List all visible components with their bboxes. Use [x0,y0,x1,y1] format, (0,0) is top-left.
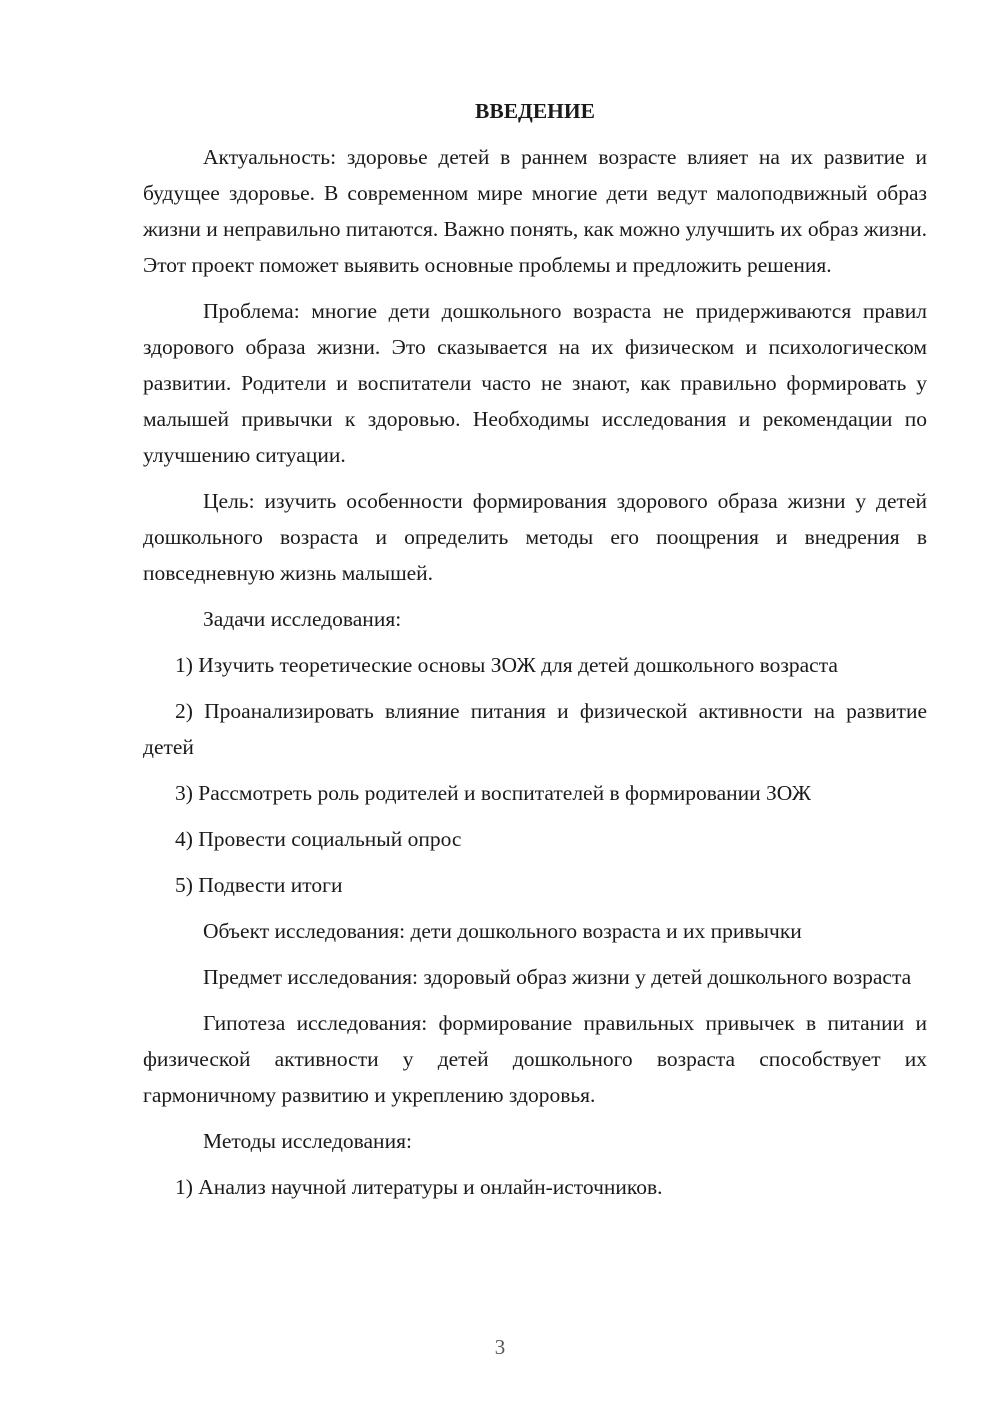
paragraph-problem: Проблема: многие дети дошкольного возраста не придерживаются правил здорового образа жизни. Это сказывается на их физическом и психологическом развитии. Родители и воспитатели часто не знают, как правильно формировать у малышей привычки к здоровью. Необходимы исследования и рекомендации по улучшению ситуации. [143,299,927,467]
paragraph-actuality: Актуальность: здоровье детей в раннем возрасте влияет на их развитие и будущее здоровье. В современном мире многие дети ведут малоподвижный образ жизни и неправильно питаются. Важно понять, как можно улучшить их образ жизни. Этот проект поможет выявить основные проблемы и предложить решения. [143,145,927,277]
page-number: 3 [494,1335,506,1359]
methods-title: Методы исследования: [203,1129,412,1153]
paragraph-subject: Предмет исследования: здоровый образ жизни у детей дошкольного возраста [203,965,912,989]
task-item-1: 1) Изучить теоретические основы ЗОЖ для детей дошкольного возраста [175,653,838,677]
document-page [143,93,927,1215]
paragraph-goal: Цель: изучить особенности формирования здорового образа жизни у детей дошкольного возраста и определить методы его поощрения и внедрения в повседневную жизнь малышей. [143,489,927,585]
task-item-3: 3) Рассмотреть роль родителей и воспитателей в формировании ЗОЖ [175,781,812,805]
tasks-title: Задачи исследования: [203,607,402,631]
paragraph-object: Объект исследования: дети дошкольного возраста и их привычки [203,919,802,943]
task-item-4: 4) Провести социальный опрос [175,827,462,851]
task-item-5: 5) Подвести итоги [175,873,343,897]
section-heading: ВВЕДЕНИЕ [475,99,595,123]
task-item-2: 2) Проанализировать влияние питания и физической активности на развитие детей [143,699,927,759]
paragraph-hypothesis: Гипотеза исследования: формирование правильных привычек в питании и физической активности у детей дошкольного возраста способствует их гармоничному развитию и укреплению здоровья. [143,1011,927,1107]
method-item-1: 1) Анализ научной литературы и онлайн-источников. [175,1175,663,1199]
